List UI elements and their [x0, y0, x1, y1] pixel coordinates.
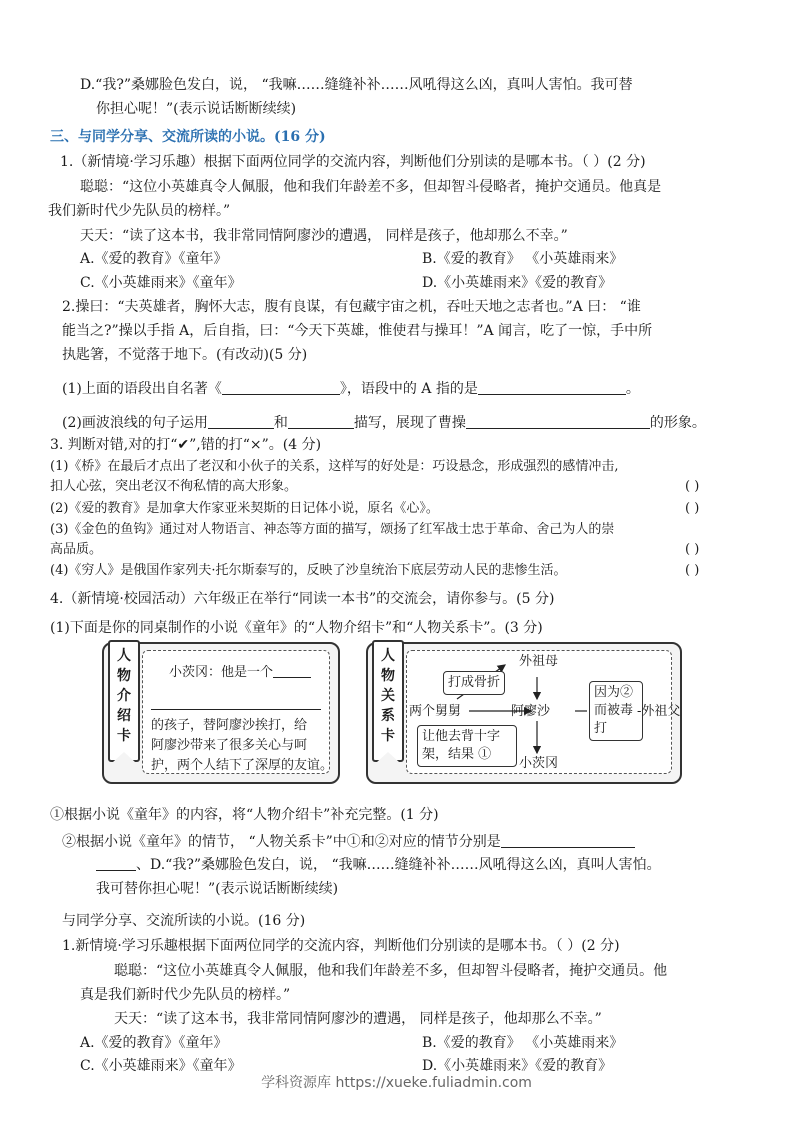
q4-sub1: (1)下面是你的同桌制作的小说《童年》的“人物介绍卡”和“人物关系卡”。(3 分)	[50, 620, 543, 636]
answer-blank[interactable]	[151, 695, 321, 710]
node-grandpa: -外祖父	[637, 704, 681, 719]
card-content	[406, 650, 681, 774]
q3-answer-paren-3[interactable]: ( )	[685, 542, 700, 557]
q4-c2b: 、D.“我?”桑娜脸色发白，说， “我嘛……缝缝补补……风吼得这么凶，真叫人害怕。	[96, 856, 661, 874]
q4-c2c: 我可替你担心呢！”(表示说话断断续续)	[96, 881, 339, 897]
answer-blank[interactable]	[466, 414, 650, 429]
intro-line3: 的孩子，替阿廖沙挨打，给	[151, 718, 308, 733]
repeat-stem: 1.新情境·学习乐趣根据下面两位同学的交流内容，判断他们分别读的是哪本书。（ ）(2 分)	[62, 938, 620, 954]
answer-blank[interactable]	[273, 663, 311, 678]
answer-blank[interactable]	[478, 380, 626, 395]
q2-sub1: (1)上面的语段出自名著《 》，语段中的 A 指的是 。	[62, 381, 640, 397]
answer-blank[interactable]	[501, 833, 635, 848]
option-d-line1: D.“我?”桑娜脸色发白，说， “我嘛……缝缝补补……风吼得这么凶，真叫人害怕。我可替	[80, 77, 633, 93]
q2-line2: 能当之?”操以手指 A，后自指，曰：“今天下英雄，惟使君与操耳！”A 闻言，吃了一惊，手中所	[62, 323, 653, 339]
card-content	[142, 650, 334, 774]
q3-answer-paren-1[interactable]: ( )	[685, 479, 700, 494]
box-cross: 让他去背十字 架，结果 ①	[417, 725, 517, 767]
q4-c1: ①根据小说《童年》的内容，将“人物介绍卡”补充完整。(1 分)	[50, 807, 439, 823]
repeat-option-a: A.《爱的教育》《童年》	[80, 1035, 228, 1051]
q1-stem: 1.（新情境·学习乐趣）根据下面两位同学的交流内容，判断他们分别读的是哪本书。（ ）(2 分)	[60, 154, 646, 170]
character-relation-card	[366, 642, 682, 784]
intro-line5: 护，两个人结下了深厚的友谊。	[151, 758, 334, 773]
section-title: 三、与同学分享、交流所读的小说。(16 分)	[50, 129, 326, 145]
q3-answer-paren-2[interactable]: ( )	[685, 501, 700, 516]
repeat-option-b: B.《爱的教育》 《小英雄雨来》	[422, 1035, 624, 1051]
q3-item3-a: (3)《金色的鱼钩》通过对人物语言、神态等方面的描写，颂扬了红军战士忠于革命、舍己为人的崇	[50, 522, 615, 537]
intro-line4: 阿廖沙带来了很多关心与呵	[151, 738, 308, 753]
card-tag: 人 物 关 系 卡	[372, 640, 404, 762]
q2-line3: 执匙箸，不觉落于地下。(有改动)(5 分)	[62, 347, 308, 363]
q3-answer-paren-4[interactable]: ( )	[685, 563, 700, 578]
q2-line1: 2.操曰：“夫英雄者，胸怀大志，腹有良谋，有包藏宇宙之机，吞吐天地之志者也。”A 曰： “谁	[62, 299, 641, 315]
intro-line1: 小茨冈：他是一个	[169, 663, 311, 682]
card-tag: 人 物 介 绍 卡	[108, 640, 140, 762]
repeat-option-c: C.《小英雄雨来》《童年》	[80, 1058, 242, 1074]
answer-blank[interactable]	[96, 856, 136, 871]
repeat-option-d: D.《小英雄雨来》《爱的教育》	[422, 1058, 613, 1074]
repeat-tiantian: 天天：“读了这本书，我非常同情阿廖沙的遭遇， 同样是孩子，他却那么不幸。”	[114, 1011, 602, 1027]
q3-item3-b: 高品质。	[50, 542, 103, 557]
answer-blank[interactable]	[288, 414, 354, 429]
q1-option-c: C.《小英雄雨来》《童年》	[80, 275, 242, 291]
box-fracture: 打成骨折	[443, 671, 505, 695]
q4-c2: ②根据小说《童年》的情节， “人物关系卡”中①和②对应的情节分别是	[62, 833, 635, 851]
node-uncles: 两个舅舅	[409, 704, 462, 719]
q1-option-d: D.《小英雄雨来》《爱的教育》	[422, 275, 613, 291]
q3-item4: (4)《穷人》是俄国作家列夫·托尔斯泰写的，反映了沙皇统治下底层劳动人民的悲惨生活。	[50, 563, 567, 578]
answer-blank[interactable]	[208, 414, 274, 429]
q3-stem: 3. 判断对错,对的打“✔”,错的打“×”。(4 分)	[50, 437, 322, 453]
q2-sub2: (2)画波浪线的句子运用 和 描写，展现了曹操 的形象。	[62, 415, 706, 431]
character-intro-card	[102, 642, 340, 784]
q1-option-a: A.《爱的教育》《童年》	[80, 251, 228, 267]
repeat-congming-1: 聪聪：“这位小英雄真令人佩服，他和我们年龄差不多，但却智斗侵略者，掩护交通员。他	[114, 963, 668, 979]
q1-tiantian: 天天：“读了这本书，我非常同情阿廖沙的遭遇， 同样是孩子，他却那么不幸。”	[80, 228, 568, 244]
answer-blank[interactable]	[222, 380, 340, 395]
box-because: 因为② 而被毒 打	[589, 681, 643, 741]
repeat-title: 与同学分享、交流所读的小说。(16 分)	[62, 913, 306, 929]
q3-item2: (2)《爱的教育》是加拿大作家亚米契斯的日记体小说，原名《心》。	[50, 501, 439, 516]
option-d-line2: 你担心呢！”(表示说话断断续续)	[96, 101, 297, 117]
node-grandma: 外祖母	[519, 654, 559, 669]
q3-item1-b: 扣人心弦，突出老汉不徇私情的高大形象。	[50, 479, 298, 494]
repeat-congming-2: 真是我们新时代少先队员的榜样。”	[80, 987, 291, 1003]
q1-congming-1: 聪聪：“这位小英雄真令人佩服，他和我们年龄差不多，但却智斗侵略者，掩护交通员。他真是	[80, 179, 662, 195]
q4-stem: 4.（新情境·校园活动）六年级正在举行“同读一本书”的交流会，请你参与。(5 分)	[50, 591, 555, 607]
footer-watermark: 学科资源库 https://xueke.fuliadmin.com	[261, 1075, 532, 1091]
node-alyosha: 阿廖沙	[511, 704, 551, 719]
node-gypsy: 小茨冈	[519, 756, 559, 771]
q3-item1-a: (1)《桥》在最后才点出了老汉和小伙子的关系，这样写的好处是：巧设悬念，形成强烈的感情冲击,	[50, 459, 619, 474]
q1-congming-2: 我们新时代少先队员的榜样。”	[48, 203, 231, 219]
q1-option-b: B.《爱的教育》 《小英雄雨来》	[422, 251, 624, 267]
